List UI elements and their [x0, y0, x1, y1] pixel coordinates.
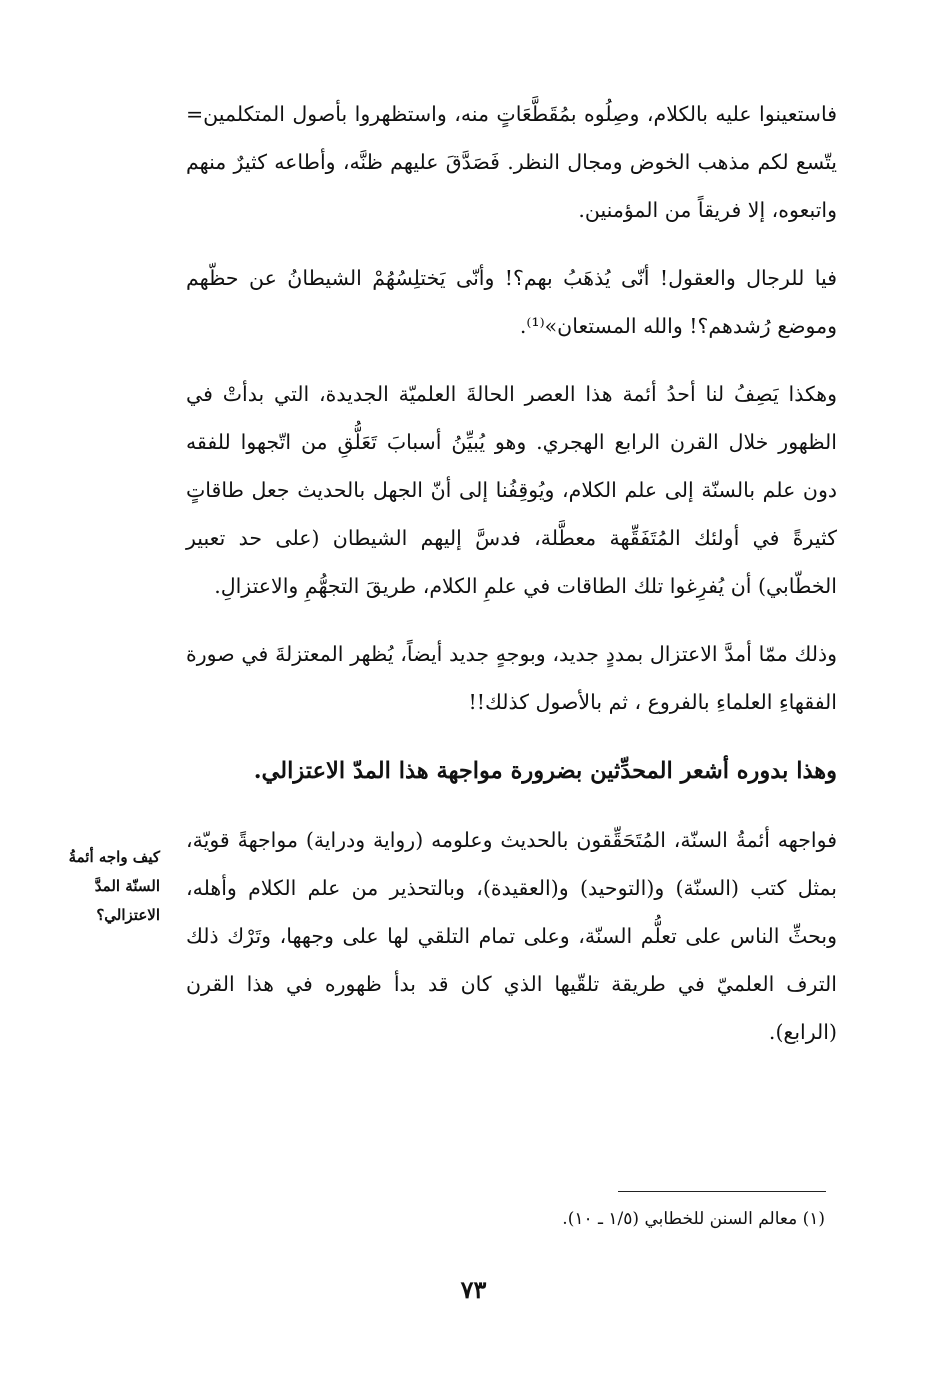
- margin-side-heading: كيف واجه أئمةُ السنّة المدَّ الاعتزالي؟: [68, 848, 160, 924]
- paragraph-1: فاستعينوا عليه بالكلام، وصِلُوه بمُقَطَّعَاتٍ منه، واستظهروا بأصول المتكلمين= يتّسع لكم مذهب الخوض ومجال النظر. فَصَدَّقَ عليهم ظنَّه، وأطاعه كثيرٌ منهم واتبعوه، إلا فريقاً من المؤمنين.: [186, 102, 837, 222]
- footnote: (١) معالم السنن للخطابي (١/٥ ـ ١٠).: [562, 1209, 825, 1229]
- paragraph-6: فواجهه أئمةُ السنّة، المُتَحَقِّقون بالحديث وعلومه (رواية ودراية) مواجهةً قويّة، بمثل كتب (السنّة) و(التوحيد) و(العقيدة)، وبالتحذير من علم الكلام وأهله، وبحثِّ الناس على تعلُّم السنّة، وعلى تمام التلقي لها على وجهها، وتَرْك ذلك الترف العلميّ في طريقة تلقّيها الذي كان قد بدأ ظهوره في هذا القرن (الرابع).: [186, 828, 837, 1044]
- page-number: ٧٣: [460, 1275, 487, 1304]
- paragraph-2: فيا للرجال والعقول! أنّى يُذهَبُ بهم؟! وأنّى يَختلِسُهُمْ الشيطانُ عن حظّهم وموضع رُشدهم؟! والله المستعان»⁽¹⁾.: [186, 266, 837, 338]
- main-text-column: [186, 90, 837, 1056]
- paragraph-5-emphasis: وهذا بدوره أشعر المحدِّثين بضرورة مواجهة هذا المدّ الاعتزالي.: [253, 758, 837, 784]
- footnote-divider: [618, 1191, 826, 1192]
- paragraph-3: وهكذا يَصِفُ لنا أحدُ أئمة هذا العصر الحالةَ العلميّة الجديدة، التي بدأتْ في الظهور خلال القرن الرابع الهجري. وهو يُبيِّنُ أسبابَ تَعَلُّقِ من اتّجهوا للفقه دون علم بالسنّة إلى علم الكلام، ويُوقِفُنا إلى أنّ الجهل بالحديث جعل طاقاتٍ كثيرةً في أولئك المُتَفَقِّهة معطَّلة، فدسَّ إليهم الشيطان (على حد تعبير الخطّابي) أن يُفرِغوا تلك الطاقات في علمِ الكلام، طريقَ التجهُّمِ والاعتزالِ.: [186, 382, 837, 598]
- paragraph-4: وذلك ممّا أمدَّ الاعتزال بمددٍ جديد، وبوجهٍ جديد أيضاً، يُظهر المعتزلةَ في صورة الفقهاءِ العلماءِ بالفروع ، ثم بالأصول كذلك!!: [186, 642, 837, 714]
